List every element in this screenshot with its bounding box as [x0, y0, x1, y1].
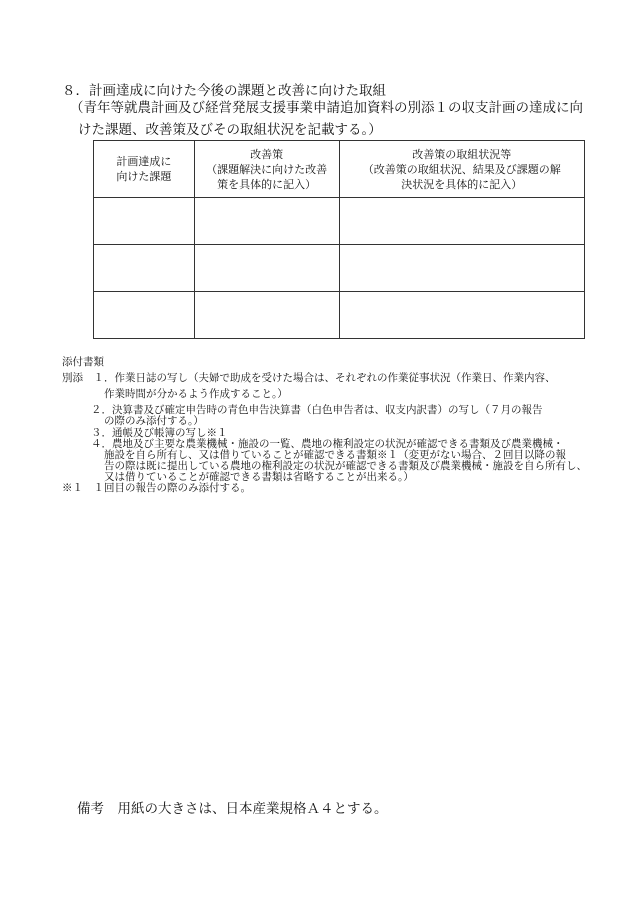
table-cell[interactable]: [339, 245, 584, 292]
table-cell[interactable]: [194, 245, 339, 292]
header-improvement: 改善策 （課題解決に向けた改善 策を具体的に記入）: [194, 141, 339, 198]
table-row: [94, 292, 585, 339]
section-heading: ８．計画達成に向けた今後の課題と改善に向けた取組: [62, 83, 386, 99]
section-note-cont: けた課題、改善策及びその取組状況を記載する。）: [78, 122, 382, 138]
header-issue: 計画達成に 向けた課題: [94, 141, 195, 198]
table-cell[interactable]: [339, 292, 584, 339]
table-row: [94, 198, 585, 245]
table-cell[interactable]: [94, 198, 195, 245]
table-cell[interactable]: [194, 198, 339, 245]
attachment-item-4-cont: 施設を自ら所有し、又は借りていることが確認できる書類※１（変更がない場合、２回目以降の報: [104, 449, 566, 461]
attachment-item-2: ２．決算書及び確定申告時の青色申告決算書（白色申告者は、収支内訳書）の写し（７月の報告: [91, 404, 543, 416]
table-header-row: [94, 141, 585, 198]
attachment-item-4-cont: 又は借りていることが確認できる書類は省略することが出来る。）: [104, 471, 414, 483]
issues-table: [93, 140, 585, 339]
table-cell[interactable]: [194, 292, 339, 339]
attachment-item-3: ３．通帳及び帳簿の写し※１: [91, 427, 228, 439]
attachments-title: 添付書類: [62, 356, 104, 368]
attachment-item-1: 別添 １．作業日誌の写し（夫婦で助成を受けた場合は、それぞれの作業従事状況（作業日、作業内容、: [62, 372, 556, 384]
table-row: [94, 245, 585, 292]
section-note: （青年等就農計画及び経営発展支援事業申請追加資料の別添１の収支計画の達成に向: [70, 100, 583, 116]
table-cell[interactable]: [339, 198, 584, 245]
attachment-item-2-cont: の際のみ添付する。）: [104, 415, 204, 427]
table-cell[interactable]: [94, 292, 195, 339]
attachment-footnote: ※１ １回目の報告の際のみ添付する。: [62, 482, 251, 494]
attachment-item-4: ４．農地及び主要な農業機械・施設の一覧、農地の権利設定の状況が確認できる書類及び農業機械・: [91, 438, 564, 450]
table-cell[interactable]: [94, 245, 195, 292]
attachment-item-4-cont: 告の際は既に提出している農地の権利設定の状況が確認できる書類及び農業機械・施設を自ら所有し、: [104, 460, 587, 472]
footer-remark: 備考 用紙の大きさは、日本産業規格Ａ４とする。: [77, 801, 388, 817]
header-progress: 改善策の取組状況等 （改善策の取組状況、結果及び課題の解 決状況を具体的に記入）: [339, 141, 584, 198]
attachment-item-1-cont: 作業時間が分かるよう作成すること。）: [104, 388, 288, 400]
